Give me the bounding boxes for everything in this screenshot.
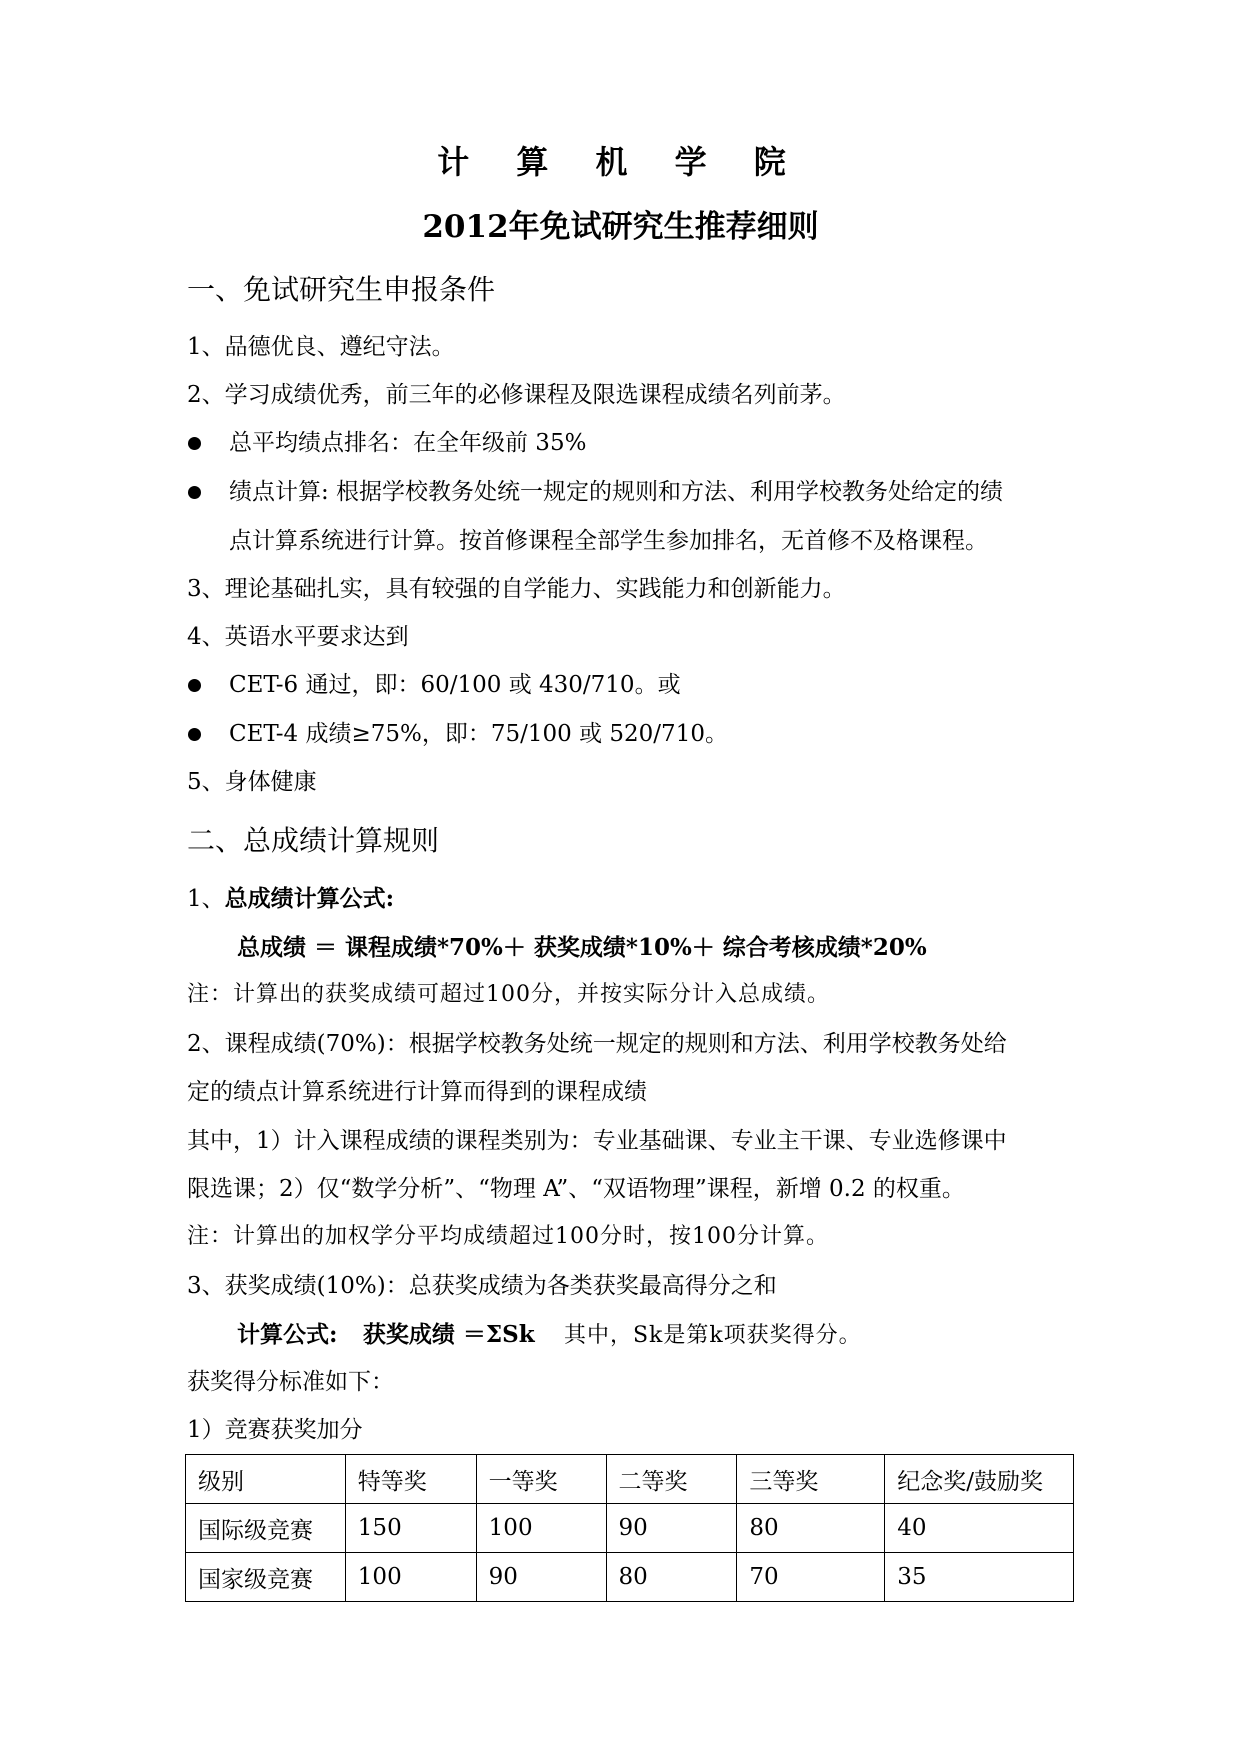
formula-label-prefix: 1、 <box>187 886 225 912</box>
condition-3: 3、理论基础扎实，具有较强的自学能力、实践能力和创新能力。 <box>187 576 846 602</box>
table-cell: 100 <box>476 1504 606 1553</box>
page-title: 计 算 机 学 院 <box>437 143 804 181</box>
section2-heading: 二、总成绩计算规则 <box>187 824 440 857</box>
table-cell: 70 <box>737 1553 885 1602</box>
award-formula-label: 计算公式: <box>237 1321 338 1348</box>
cet6-bullet: CET-6 通过，即：60/100 或 430/710。或 <box>229 672 681 698</box>
cet4-bullet: CET-4 成绩≥75%，即：75/100 或 520/710。 <box>229 721 728 747</box>
award-standard-line: 获奖得分标准如下： <box>187 1369 394 1395</box>
condition-2: 2、学习成绩优秀，前三年的必修课程及限选课程成绩名列前茅。 <box>187 382 846 408</box>
table-cell: 150 <box>345 1504 476 1553</box>
table-cell: 40 <box>885 1504 1074 1553</box>
table-cell: 国家级竞赛 <box>186 1553 346 1602</box>
table-cell: 35 <box>885 1553 1074 1602</box>
formula-label: 总成绩计算公式: <box>224 885 395 912</box>
table-row <box>186 1553 1074 1602</box>
page-subtitle: 2012年免试研究生推荐细则 <box>422 209 819 245</box>
table-header-cell: 一等奖 <box>476 1455 606 1504</box>
award-formula: 获奖成绩 ＝ΣSk <box>362 1321 535 1348</box>
table-header-cell: 级别 <box>186 1455 346 1504</box>
table-header-cell: 二等奖 <box>606 1455 737 1504</box>
table-cell: 90 <box>476 1553 606 1602</box>
table-cell: 国际级竞赛 <box>186 1504 346 1553</box>
course-score-line4: 限选课；2）仅“数学分析”、“物理 A”、“双语物理”课程，新增 0.2 的权重。 <box>187 1176 965 1202</box>
gpa-calc-line1: 绩点计算: 根据学校教务处统一规定的规则和方法、利用学校教务处给定的绩 <box>229 479 1004 505</box>
total-score-formula: 总成绩 ＝ 课程成绩*70%＋ 获奖成绩*10%＋ 综合考核成绩*20% <box>237 934 927 961</box>
competition-award-heading: 1）竞赛获奖加分 <box>187 1417 363 1443</box>
table-header-cell: 特等奖 <box>345 1455 476 1504</box>
table-cell: 80 <box>737 1504 885 1553</box>
bullet-dot-3 <box>188 679 201 692</box>
table-cell: 90 <box>606 1504 737 1553</box>
award-formula-note: 其中，Sk是第k项获奖得分。 <box>563 1323 862 1348</box>
award-table <box>185 1454 1074 1602</box>
formula-label-line <box>187 887 394 911</box>
gpa-calc-line2: 点计算系统进行计算。按首修课程全部学生参加排名，无首修不及格课程。 <box>229 528 988 554</box>
course-score-line3: 其中，1）计入课程成绩的课程类别为：专业基础课、专业主干课、专业选修课中 <box>187 1128 1007 1154</box>
condition-5: 5、身体健康 <box>187 769 317 795</box>
bullet-dot-1 <box>188 437 201 450</box>
table-header-cell: 三等奖 <box>737 1455 885 1504</box>
table-cell: 100 <box>345 1553 476 1602</box>
award-score-line: 3、获奖成绩(10%)：总获奖成绩为各类获奖最高得分之和 <box>187 1273 777 1299</box>
condition-4: 4、英语水平要求达到 <box>187 624 409 650</box>
note-course-score: 注：计算出的加权学分平均成绩超过100分时，按100分计算。 <box>187 1224 829 1249</box>
course-score-line2: 定的绩点计算系统进行计算而得到的课程成绩 <box>187 1079 647 1105</box>
table-row <box>186 1504 1074 1553</box>
table-header-cell: 纪念奖/鼓励奖 <box>885 1455 1074 1504</box>
course-score-line1: 2、课程成绩(70%)：根据学校教务处统一规定的规则和方法、利用学校教务处给 <box>187 1031 1007 1057</box>
bullet-dot-4 <box>188 728 201 741</box>
note-award-score: 注：计算出的获奖成绩可超过100分，并按实际分计入总成绩。 <box>187 982 830 1007</box>
award-formula-line <box>237 1323 862 1347</box>
condition-1: 1、品德优良、遵纪守法。 <box>187 334 455 360</box>
bullet-dot-2 <box>188 486 201 499</box>
section1-heading: 一、免试研究生申报条件 <box>187 273 496 306</box>
gpa-ranking-bullet: 总平均绩点排名：在全年级前 35% <box>229 430 587 456</box>
table-cell: 80 <box>606 1553 737 1602</box>
table-header-row <box>186 1455 1074 1504</box>
